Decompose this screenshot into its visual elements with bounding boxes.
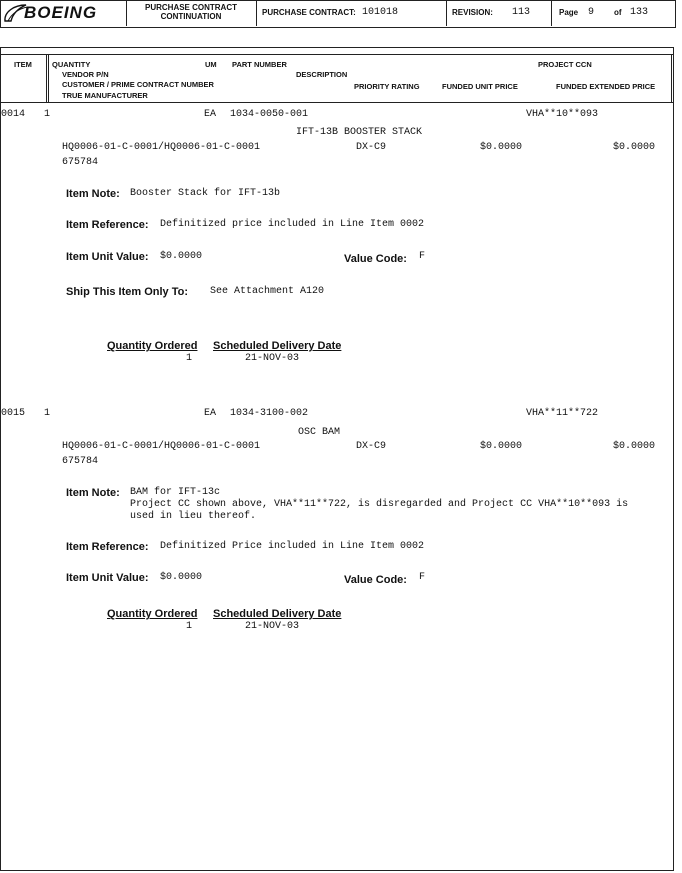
quantity-ordered: 1	[186, 353, 193, 364]
item-unit-price: $0.0000	[480, 142, 523, 153]
item-part-number: 1034-0050-001	[230, 109, 309, 120]
item-project-ccn: VHA**10**093	[526, 109, 599, 120]
value-code-label: Value Code:	[344, 574, 407, 586]
quantity-ordered: 1	[186, 621, 193, 632]
contract-label: PURCHASE CONTRACT:	[262, 8, 356, 17]
item-unit-value-label: Item Unit Value:	[66, 572, 149, 584]
item-contract: HQ0006-01-C-0001/HQ0006-01-C-0001	[62, 142, 261, 153]
col-funded-extended-price: FUNDED EXTENDED PRICE	[556, 82, 656, 91]
item-note: Booster Stack for IFT-13b	[130, 188, 281, 199]
item-reference-label: Item Reference:	[66, 541, 149, 553]
item-reference-label: Item Reference:	[66, 219, 149, 231]
col-quantity: QUANTITY	[52, 60, 91, 69]
item-quantity: 1	[44, 109, 51, 120]
revision-number: 113	[512, 7, 531, 18]
boeing-wordmark: BOEING	[24, 3, 98, 22]
item-unit-price: $0.0000	[480, 441, 523, 452]
total-pages: 133	[630, 7, 649, 18]
ship-to-label: Ship This Item Only To:	[66, 286, 189, 298]
value-code-label: Value Code:	[344, 253, 407, 265]
item-ext-price: $0.0000	[613, 142, 656, 153]
item-priority: DX-C9	[356, 142, 387, 153]
scheduled-delivery-date: 21-NOV-03	[245, 353, 300, 364]
scheduled-delivery-label: Scheduled Delivery Date	[213, 608, 342, 620]
ship-to: See Attachment A120	[210, 286, 325, 297]
item-manufacturer: 675784	[62, 157, 99, 168]
item-unit-value: $0.0000	[160, 572, 203, 583]
item-um: EA	[204, 408, 217, 419]
item-unit-value-label: Item Unit Value:	[66, 251, 149, 263]
doc-title-line1: PURCHASE CONTRACT	[145, 3, 237, 12]
item-quantity: 1	[44, 408, 51, 419]
item-note-line1: BAM for IFT-13c	[130, 487, 221, 498]
quantity-ordered-label: Quantity Ordered	[107, 608, 198, 620]
revision-label: REVISION:	[452, 8, 493, 17]
scheduled-delivery-label: Scheduled Delivery Date	[213, 340, 342, 352]
contract-number: 101018	[362, 7, 399, 18]
col-funded-unit-price: FUNDED UNIT PRICE	[442, 82, 518, 91]
of-label: of	[614, 8, 622, 17]
doc-title-line2: CONTINUATION	[160, 12, 222, 21]
quantity-ordered-label: Quantity Ordered	[107, 340, 198, 352]
item-note-line3: used in lieu thereof.	[130, 511, 257, 522]
content-frame	[0, 47, 674, 871]
item-um: EA	[204, 109, 217, 120]
item-note-label: Item Note:	[66, 487, 120, 499]
col-vendor-pn: VENDOR P/N	[62, 70, 109, 79]
col-priority-rating: PRIORITY RATING	[354, 82, 420, 91]
item-number: 0014	[1, 109, 26, 120]
col-project-ccn: PROJECT CCN	[538, 60, 592, 69]
item-part-number: 1034-3100-002	[230, 408, 309, 419]
col-item: ITEM	[14, 60, 32, 69]
item-priority: DX-C9	[356, 441, 387, 452]
item-manufacturer: 675784	[62, 456, 99, 467]
item-description: IFT-13B BOOSTER STACK	[296, 127, 423, 138]
item-contract: HQ0006-01-C-0001/HQ0006-01-C-0001	[62, 441, 261, 452]
value-code: F	[419, 251, 426, 262]
item-note-label: Item Note:	[66, 188, 120, 200]
col-um: UM	[205, 60, 217, 69]
value-code: F	[419, 572, 426, 583]
page-label: Page	[559, 8, 579, 17]
item-description: OSC BAM	[298, 427, 341, 438]
item-project-ccn: VHA**11**722	[526, 408, 599, 419]
col-description: DESCRIPTION	[296, 70, 348, 79]
col-true-manufacturer: TRUE MANUFACTURER	[62, 91, 148, 100]
scheduled-delivery-date: 21-NOV-03	[245, 621, 300, 632]
item-ext-price: $0.0000	[613, 441, 656, 452]
item-reference: Definitized Price included in Line Item 0002	[160, 541, 425, 552]
col-customer-prime: CUSTOMER / PRIME CONTRACT NUMBER	[62, 80, 214, 89]
item-number: 0015	[1, 408, 26, 419]
item-reference: Definitized price included in Line Item 0002	[160, 219, 425, 230]
item-note-line2: Project CC shown above, VHA**11**722, is disregarded and Project CC VHA**10**093 is	[130, 499, 629, 510]
item-unit-value: $0.0000	[160, 251, 203, 262]
col-part-number: PART NUMBER	[232, 60, 287, 69]
page-number: 9	[588, 7, 595, 18]
